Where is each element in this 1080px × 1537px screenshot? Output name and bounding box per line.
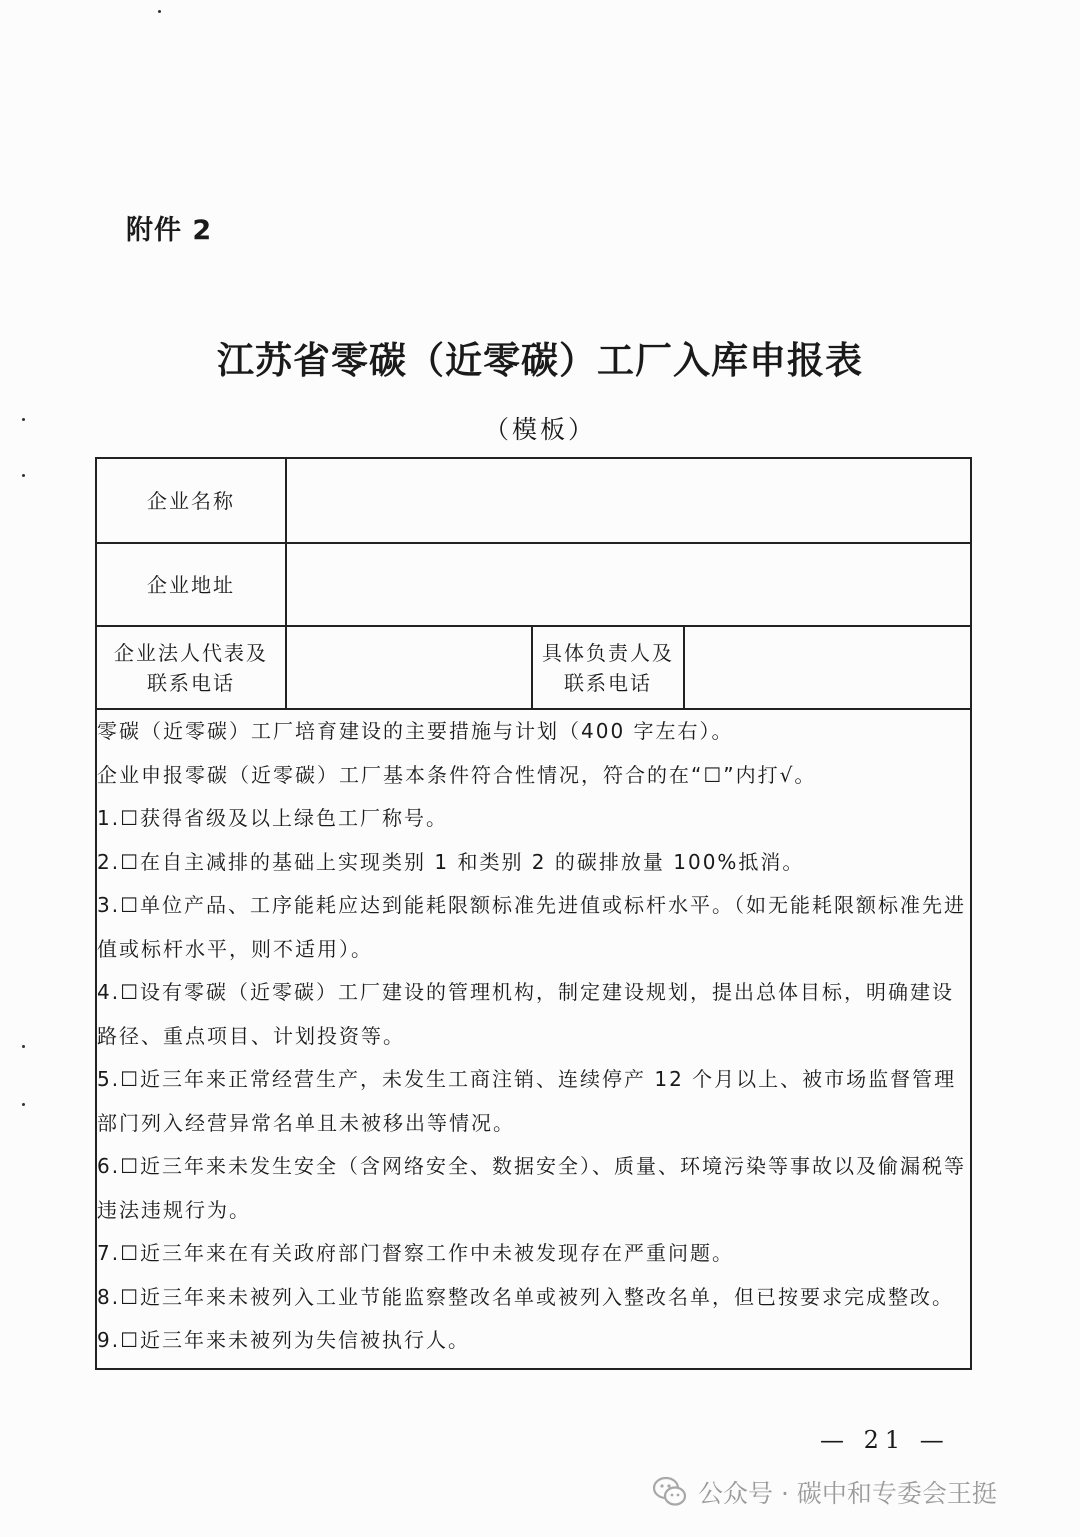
condition-item: 8.☐近三年来未被列入工业节能监察整改名单或被列入整改名单，但已按要求完成整改。	[97, 1284, 955, 1309]
company-address-row	[96, 543, 971, 626]
condition-item: 3.☐单位产品、工序能耗应达到能耗限额标准先进值或标杆水平。（如无能耗限额标准先进值或标杆水平，则不适用）。	[97, 893, 967, 961]
condition-item: 7.☐近三年来在有关政府部门督察工作中未被发现存在严重问题。	[97, 1241, 735, 1265]
measures-plan-text: 零碳（近零碳）工厂培育建设的主要措施与计划（400 字左右）。	[97, 719, 734, 743]
legal-rep-label	[96, 626, 286, 709]
legal-rep-label-line: 企业法人代表及	[114, 640, 268, 665]
company-address-field[interactable]	[286, 543, 971, 626]
condition-item: 1.☐获得省级及以上绿色工厂称号。	[97, 806, 449, 830]
application-form-table	[95, 457, 972, 1370]
condition-item: 5.☐近三年来正常经营生产，未发生工商注销、连续停产 12 个月以上、被市场监督管理部门列入经营异常名单且未被移出等情况。	[97, 1067, 957, 1135]
scan-speck	[22, 474, 25, 477]
company-name-field[interactable]	[286, 458, 971, 543]
condition-item: 4.☐设有零碳（近零碳）工厂建设的管理机构，制定建设规划，提出总体目标，明确建设路径、重点项目、计划投资等。	[97, 980, 955, 1048]
scan-speck	[158, 10, 161, 13]
scan-speck	[22, 1103, 25, 1106]
company-name-label: 企业名称	[96, 458, 286, 543]
contacts-row	[96, 626, 971, 709]
legal-rep-field[interactable]	[286, 626, 532, 709]
contact-person-label-line: 联系电话	[564, 670, 652, 695]
condition-item: 6.☐近三年来未发生安全（含网络安全、数据安全）、质量、环境污染等事故以及偷漏税等违法违规行为。	[97, 1154, 967, 1222]
contact-person-label-line: 具体负责人及	[542, 640, 674, 665]
page-subtitle: （模板）	[483, 415, 596, 444]
annex-label: 附件 2	[126, 215, 213, 246]
legal-rep-label-line: 联系电话	[147, 670, 235, 695]
page-number: — 21 —	[820, 1426, 950, 1454]
contact-person-label	[532, 626, 684, 709]
conditions-instruction: 企业申报零碳（近零碳）工厂基本条件符合性情况，符合的在“☐”内打√。	[97, 762, 817, 787]
scan-speck	[22, 1045, 25, 1048]
watermark-text: 公众号 · 碳中和专委会王挺	[698, 1479, 997, 1508]
wechat-icon	[652, 1476, 688, 1508]
contact-person-field[interactable]	[684, 626, 971, 709]
page-title: 江苏省零碳（近零碳）工厂入库申报表	[217, 339, 863, 382]
condition-item: 2.☐在自主减排的基础上实现类别 1 和类别 2 的碳排放量 100%抵消。	[97, 849, 805, 874]
condition-item: 9.☐近三年来未被列为失信被执行人。	[97, 1328, 471, 1352]
conditions-row	[96, 709, 971, 1369]
company-address-label: 企业地址	[96, 543, 286, 626]
company-name-row	[96, 458, 971, 543]
conditions-cell	[96, 709, 971, 1369]
watermark	[652, 1474, 997, 1510]
